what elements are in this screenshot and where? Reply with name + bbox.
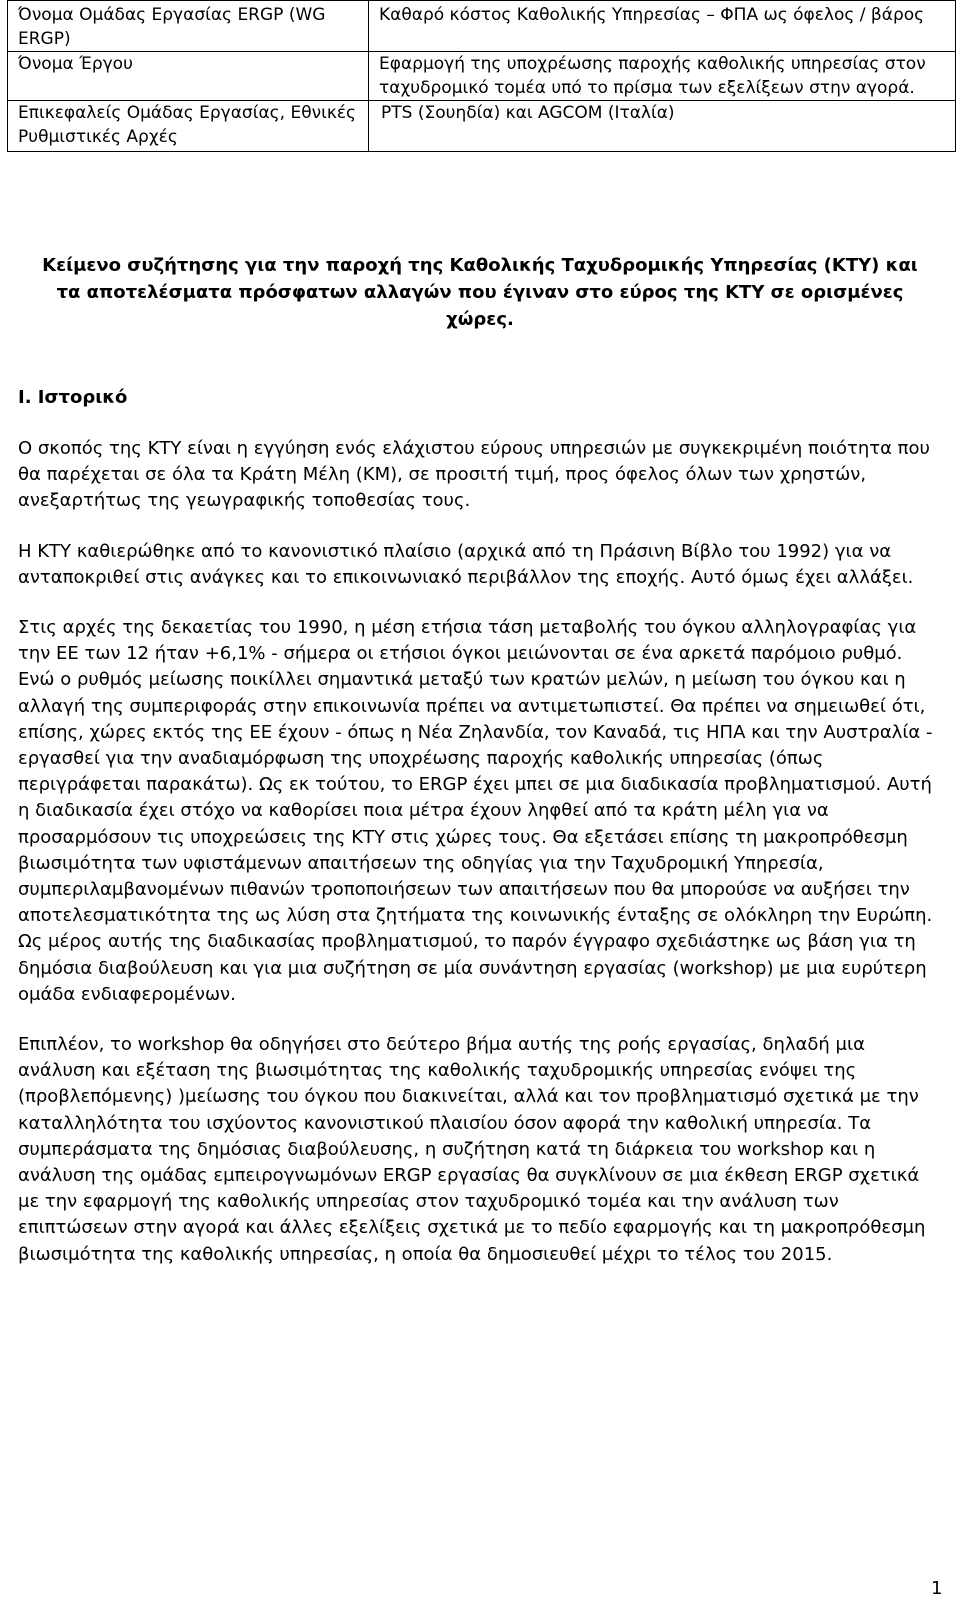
table-row: [8, 101, 956, 152]
project-name-label: Όνομα Έργου: [8, 52, 369, 101]
section-heading: I. Ιστορικό: [18, 387, 128, 408]
document-title: Κείμενο συζήτησης για την παροχή της Καθολικής Ταχυδρομικής Υπηρεσίας (ΚΤΥ) και τα αποτελέσματα πρόσφατων αλλαγών που έγιναν στο εύρος της ΚΤΥ σε ορισμένες χώρες.: [42, 255, 918, 330]
project-info-table: [7, 0, 956, 152]
working-group-label: Όνομα Ομάδας Εργασίας ERGP (WG ERGP): [8, 1, 369, 52]
paragraph: Επιπλέον, το workshop θα οδηγήσει στο δεύτερο βήμα αυτής της ροής εργασίας, δηλαδή μια ανάλυση και εξέταση της βιωσιμότητας της καθολικής ταχυδρομικής υπηρεσίας ενόψει της (προβλεπόμενης) )μείωσης του όγκου που διακινείται, αλλά και τον προβληματισμό σχετικά με την καταλληλότητα του ισχύοντος κανονιστικού πλαισίου όσον αφορά την καθολική υπηρεσία. Τα συμπεράσματα της δημόσιας διαβούλευσης, η συζήτηση κατά τη διάρκεια του workshop και η ανάλυση της ομάδας εμπειρογνωμόνων ERGP εργασίας θα συγκλίνουν σε μια έκθεση ERGP σχετικά με την εφαρμογή της καθολικής υπηρεσίας στον ταχυδρομικό τομέα και την ανάλυση των επιπτώσεων στην αγορά και άλλες εξελίξεις σχετικά με το πεδίο εφαρμογής και τη μακροπρόθεσμη βιωσιμότητα της καθολικής υπηρεσίας, η οποία θα δημοσιευθεί μέχρι το τέλος του 2015.: [18, 1034, 926, 1265]
project-name-value: Εφαρμογή της υποχρέωσης παροχής καθολικής υπηρεσίας στον ταχυδρομικό τομέα υπό το πρίσμα των εξελίξεων στην αγορά.: [369, 52, 956, 101]
leads-value: PTS (Σουηδία) και AGCOM (Ιταλία): [369, 101, 956, 152]
section-body: [18, 436, 940, 1292]
paragraph: Η ΚΤΥ καθιερώθηκε από το κανονιστικό πλαίσιο (αρχικά από τη Πράσινη Βίβλο του 1992) για να ανταποκριθεί στις ανάγκες και το επικοινωνιακό περιβάλλον της εποχής. Αυτό όμως έχει αλλάξει.: [18, 540, 914, 588]
leads-label: Επικεφαλείς Ομάδας Εργασίας, Εθνικές Ρυθμιστικές Αρχές: [8, 101, 369, 152]
paragraph: Ο σκοπός της ΚΤΥ είναι η εγγύηση ενός ελάχιστου εύρους υπηρεσιών με συγκεκριμένη ποιότητα που θα παρέχεται σε όλα τα Κράτη Μέλη (ΚΜ), σε προσιτή τιμή, προς όφελος όλων των χρηστών, ανεξαρτήτως της γεωγραφικής τοποθεσίας τους.: [18, 438, 930, 512]
paragraph: Στις αρχές της δεκαετίας του 1990, η μέση ετήσια τάση μεταβολής του όγκου αλληλογραφίας για την ΕΕ των 12 ήταν +6,1% - σήμερα οι ετήσιοι όγκοι μειώνονται σε ένα αρκετά παρόμοιο ρυθμό. Ενώ ο ρυθμός μείωσης ποικίλλει σημαντικά μεταξύ των κρατών μελών, η μείωση του όγκου και η αλλαγή της συμπεριφοράς στην επικοινωνία πρέπει να αντιμετωπιστεί. Θα πρέπει να σημειωθεί ότι, επίσης, χώρες εκτός της ΕΕ έχουν - όπως η Νέα Ζηλανδία, τον Καναδά, τις ΗΠΑ και την Αυστραλία - εργασθεί για την αναδιαμόρφωση της υποχρέωσης παροχής καθολικής υπηρεσίας (όπως περιγράφεται παρακάτω). Ως εκ τούτου, το ERGP έχει μπει σε μια διαδικασία προβληματισμού. Αυτή η διαδικασία έχει στόχο να καθορίσει ποια μέτρα έχουν ληφθεί από τα κράτη μέλη για να προσαρμόσουν τις υποχρεώσεις της ΚΤΥ στις χώρες τους. Θα εξετάσει επίσης τη μακροπρόθεσμη βιωσιμότητα των υφιστάμενων απαιτήσεων της οδηγίας για την Ταχυδρομική Υπηρεσία, συμπεριλαμβανομένων πιθανών τροποποιήσεων των απαιτήσεων που θα μπορούσε να αυξήσει την αποτελεσματικότητα της ως λύση στα ζητήματα της κοινωνικής ένταξης σε ολόκληρη την Ευρώπη. Ως μέρος αυτής της διαδικασίας προβληματισμού, το παρόν έγγραφο σχεδιάστηκε ως βάση για τη δημόσια διαβούλευση και για μια συζήτηση σε μία συνάντηση εργασίας (workshop) με μια ευρύτερη ομάδα ενδιαφερομένων.: [18, 617, 933, 1005]
table-row: [8, 52, 956, 101]
working-group-value: Καθαρό κόστος Καθολικής Υπηρεσίας – ΦΠΑ ως όφελος / βάρος: [369, 1, 956, 52]
page-number: 1: [931, 1578, 943, 1599]
table-row: [8, 1, 956, 52]
